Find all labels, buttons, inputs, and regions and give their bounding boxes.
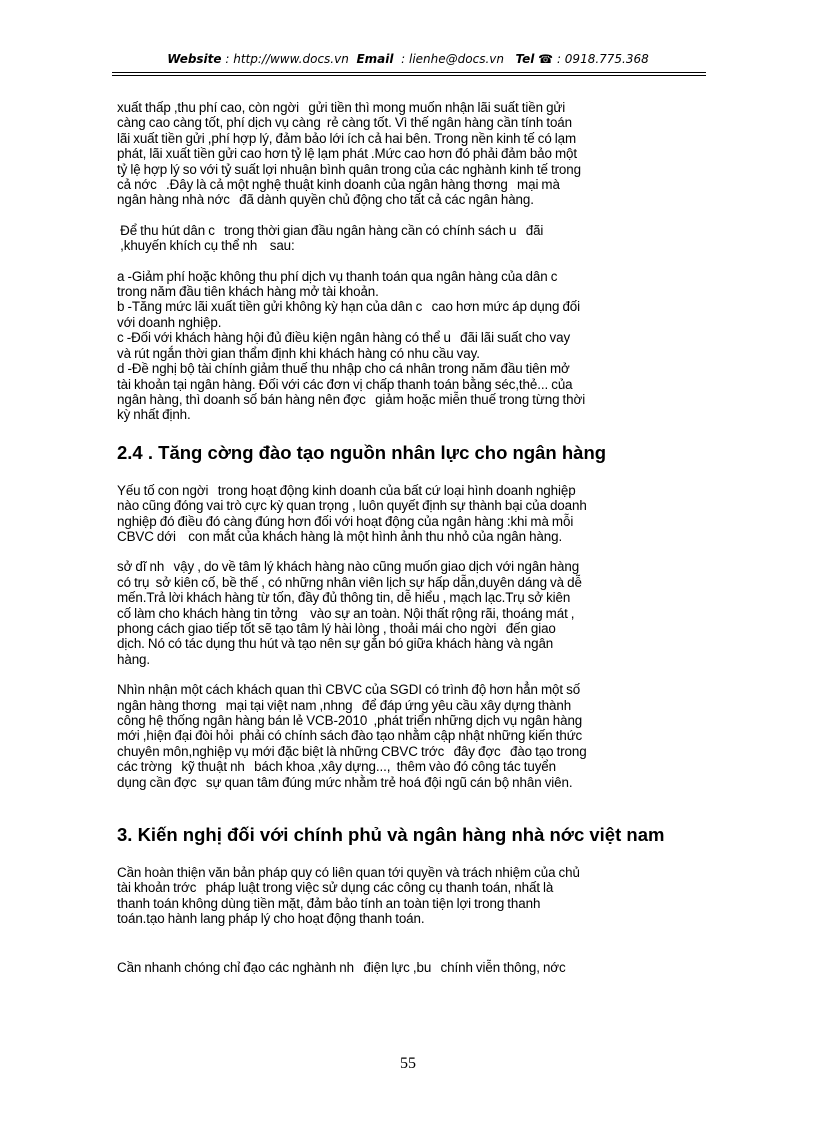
text-line: với doanh nghiệp. — [117, 314, 222, 330]
text-line: thanh toán không dùng tiền mặt, đảm bảo tính an toàn tiện lợi trong thanh — [117, 895, 541, 911]
text-line: sở dĩ nh vậy , do về tâm lý khách hàng nào cũng muốn giao dịch với ngân hàng — [117, 559, 580, 575]
text-line: CBVC dới con mắt của khách hàng là một hình ảnh thu nhỏ của ngân hàng. — [117, 528, 563, 544]
section-heading-3: 3. Kiến nghị đối với chính phủ và ngân hàng nhà nớc việt nam — [117, 824, 665, 846]
text-line: toán.tạo hành lang pháp lý cho hoạt động thanh toán. — [117, 911, 425, 927]
text-line: dụng cần đợc sự quan tâm đúng mức nhằm trẻ hoá đội ngũ cán bộ nhân viên. — [117, 774, 573, 790]
text-line: càng cao càng tốt, phí dịch vụ càng rẻ càng tốt. Vì thế ngân hàng cần tính toán — [117, 115, 572, 131]
text-line: phát, lãi xuất tiền gửi cao hơn tỷ lệ lạm phát .Mức cao hơn đó phải đảm bảo một — [117, 146, 577, 162]
text-line: và rút ngắn thời gian thẩm định khi khách hàng có nhu cầu vay. — [117, 345, 480, 361]
text-line: cố làm cho khách hàng tin tởng vào sự an toàn. Nội thất rộng rãi, thoáng mát , — [117, 605, 575, 621]
page-number: 55 — [400, 1055, 416, 1072]
text-line: d -Đề nghị bộ tài chính giảm thuế thu nhập cho cá nhân trong năm đầu tiên mở — [117, 361, 570, 377]
website-value: : http://www.docs.vn — [225, 52, 349, 66]
text-line: tỷ lệ hợp lý so với tỷ suất lợi nhuận bình quân trong của các nghành kinh tế trong — [117, 161, 581, 177]
text-line: nào cũng đóng vai trò cực kỳ quan trọng , luôn quyết định sự thành bại của doanh — [117, 498, 587, 514]
text-line: ,khuyến khích cụ thể nh sau: — [117, 238, 295, 254]
text-line: c -Đối với khách hàng hội đủ điều kiện ngân hàng có thể u đãi lãi suất cho vay — [117, 330, 571, 346]
paragraph-3 — [117, 269, 695, 423]
section-heading-2-4: 2.4 . Tăng cờng đào tạo nguồn nhân lực cho ngân hàng — [117, 441, 607, 463]
text-line: dịch. Nó có tác dụng thu hút và tạo nên sự gắn bó giữa khách hàng và ngân — [117, 636, 554, 652]
page-header — [0, 52, 816, 66]
text-line: trong năm đầu tiên khách hàng mở tài khoản. — [117, 284, 379, 300]
header-rule-top — [112, 72, 706, 73]
header-rule-bottom — [112, 75, 706, 76]
email-label: Email — [356, 52, 394, 66]
text-line: Yếu tố con ngời trong hoạt động kinh doanh của bất cứ loại hình doanh nghiệp — [117, 482, 576, 498]
text-line: Để thu hút dân c trong thời gian đầu ngân hàng cần có chính sách u đãi — [117, 222, 544, 238]
text-line: có trụ sở kiên cố, bề thế , có những nhân viên lịch sự hấp dẫn,duyên dáng và dễ — [117, 574, 582, 590]
text-line: mến.Trả lời khách hàng từ tốn, đầy đủ thông tin, dễ hiểu , mạch lạc.Trụ sở kiên — [117, 590, 571, 606]
text-line: Cần nhanh chóng chỉ đạo các nghành nh điện lực ,bu chính viễn thông, nớc — [117, 959, 566, 975]
tel-label: Tel — [515, 52, 535, 66]
email-value: : lienhe@docs.vn — [401, 52, 504, 66]
text-line: xuất thấp ,thu phí cao, còn ngời gửi tiền thì mong muốn nhận lãi suất tiền gửi — [117, 100, 566, 115]
text-line: b -Tăng mức lãi xuất tiền gửi không kỳ hạn của dân c cao hơn mức áp dụng đối — [117, 299, 581, 315]
text-line: chuyên môn,nghiệp vụ mới đặc biệt là những CBVC trớc đây đợc đào tạo trong — [117, 743, 587, 759]
text-line: các trờng kỹ thuật nh bách khoa ,xây dựng..., thêm vào đó công tác tuyển — [117, 759, 556, 775]
text-line: Cần hoàn thiện văn bản pháp quy có liên quan tới quyền và trách nhiệm của chủ — [117, 865, 580, 881]
text-line: ngân hàng, thì doanh số bán hàng nên đợc giảm hoặc miễn thuế trong từng thời — [117, 391, 586, 407]
text-line: tài khoản tại ngân hàng. Đối với các đơn vị chấp thanh toán bằng séc,thẻ... của — [117, 376, 573, 392]
text-line: ngân hàng nhà nớc đã dành quyền chủ động cho tất cả các ngân hàng. — [117, 192, 534, 208]
paragraph-8 — [117, 960, 695, 975]
text-line: phong cách giao tiếp tốt sẽ tạo tâm lý hài lòng , thoải mái cho ngời đến giao — [117, 620, 556, 636]
page-content — [117, 100, 695, 975]
text-line: a -Giảm phí hoặc không thu phí dịch vụ thanh toán qua ngân hàng của dân c — [117, 268, 558, 284]
text-line: tài khoản trớc pháp luật trong việc sử dụng các công cụ thanh toán, nhất là — [117, 880, 554, 896]
paragraph-5 — [117, 559, 695, 667]
paragraph-4 — [117, 483, 695, 545]
text-line: ngân hàng thơng mại tại việt nam ,nhng để đáp ứng yêu cầu xây dựng thành — [117, 697, 572, 713]
tel-value: : 0918.775.368 — [556, 52, 649, 66]
text-line: công hệ thống ngân hàng bán lẻ VCB-2010 ,phát triển những dịch vụ ngân hàng — [117, 713, 583, 728]
text-line: cả nớc .Đây là cả một nghệ thuật kinh doanh của ngân hàng thơng mại mà — [117, 177, 560, 193]
paragraph-1 — [117, 100, 695, 208]
website-label: Website — [167, 52, 222, 66]
text-line: Nhìn nhận một cách khách quan thì CBVC của SGDI có trình độ hơn hẳn một số — [117, 682, 581, 698]
paragraph-6 — [117, 682, 695, 790]
text-line: mới ,hiện đại đòi hỏi phải có chính sách đào tạo nhằm cập nhật những kiến thức — [117, 728, 583, 744]
paragraph-7 — [117, 865, 695, 927]
text-line: lãi xuất tiền gửi ,phí hợp lý, đảm bảo lới ích cả hai bên. Trong nền kinh tế có lạm — [117, 130, 577, 146]
text-line: nghiệp đó điều đó càng đúng hơn đối với hoạt động của ngân hàng :khi mà mỗi — [117, 513, 574, 529]
phone-icon: ☎ — [538, 52, 554, 66]
paragraph-2 — [117, 223, 695, 254]
text-line: hàng. — [117, 651, 151, 667]
text-line: kỳ nhất định. — [117, 407, 191, 423]
